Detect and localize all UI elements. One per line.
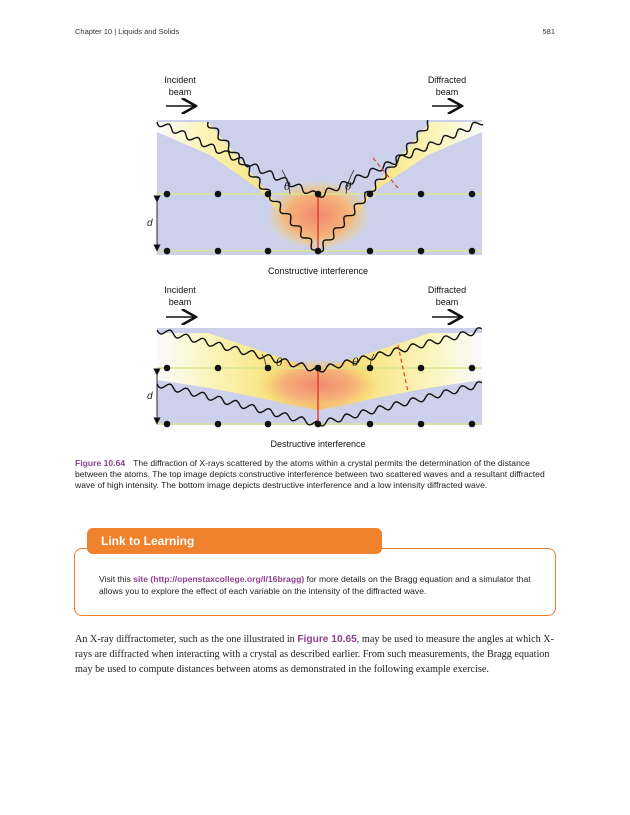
figure-caption xyxy=(75,458,557,491)
theta-label-right: θ xyxy=(352,356,359,369)
body-text-after: , may be used to measure the angles at which X-rays are diffracted when interacting with a crystal as described earlier. From such measurements, the Bragg equation may be used to compute distances between atoms as demonstrated in the following example exercise. xyxy=(75,634,554,675)
atom xyxy=(367,248,374,255)
atom xyxy=(469,365,476,372)
diffracted-beam-label-line2: beam xyxy=(435,87,459,97)
figure-number: Figure 10.64 xyxy=(75,458,126,468)
link-to-learning-text xyxy=(99,573,539,597)
atom xyxy=(469,421,476,428)
ltl-text-before: Visit this xyxy=(99,574,134,584)
figure-10-65-link[interactable]: Figure 10.65 xyxy=(297,634,357,645)
atom xyxy=(215,191,222,198)
atom xyxy=(418,421,425,428)
atom xyxy=(315,421,322,428)
atom xyxy=(469,248,476,255)
bragg-simulator-link[interactable]: site (http://openstaxcollege.org/l/16bragg) xyxy=(133,574,305,584)
diffracted-beam-label-line1: Diffracted xyxy=(427,75,467,85)
body-paragraph xyxy=(75,632,557,677)
atom xyxy=(164,191,171,198)
atom xyxy=(215,365,222,372)
theta-label-right: θ xyxy=(345,180,352,193)
atom xyxy=(265,248,272,255)
atom xyxy=(367,365,374,372)
diffracted-beam-label-line1: Diffracted xyxy=(427,285,467,295)
incident-beam-label-line2: beam xyxy=(168,297,192,307)
incident-beam-label-line1: Incident xyxy=(164,285,196,295)
figure-title-constructive: Constructive interference xyxy=(267,266,369,276)
atom xyxy=(315,191,322,198)
atom xyxy=(367,191,374,198)
atom xyxy=(265,421,272,428)
atom xyxy=(418,191,425,198)
diffracted-beam-label-line2: beam xyxy=(435,297,459,307)
atom xyxy=(469,191,476,198)
atom xyxy=(164,365,171,372)
atom xyxy=(418,365,425,372)
atom xyxy=(315,365,322,372)
body-text-before: An X-ray diffractometer, such as the one illustrated in xyxy=(75,634,298,645)
atom xyxy=(164,248,171,255)
figure-destructive-interference xyxy=(0,280,630,455)
ltl-text-after: for more details on the Bragg equation and a simulator that allows you to explore the effect of each variable on the intensity of the diffracted wave. xyxy=(99,574,531,596)
page-number: 581 xyxy=(542,27,555,36)
theta-label-left: θ xyxy=(276,356,283,369)
figure-constructive-interference xyxy=(0,70,630,280)
incident-beam-label-line1: Incident xyxy=(164,75,196,85)
atom xyxy=(265,191,272,198)
atom xyxy=(315,248,322,255)
theta-label-left: θ xyxy=(284,180,291,193)
link-to-learning-title: Link to Learning xyxy=(87,528,382,554)
figure-title-destructive: Destructive interference xyxy=(270,439,366,449)
atom xyxy=(164,421,171,428)
atom xyxy=(265,365,272,372)
atom xyxy=(367,421,374,428)
spacing-d-label: d xyxy=(147,218,153,229)
incident-beam-label-line2: beam xyxy=(168,87,192,97)
atom xyxy=(418,248,425,255)
atom xyxy=(215,248,222,255)
atom xyxy=(215,421,222,428)
running-header-chapter: Chapter 10 | Liquids and Solids xyxy=(75,27,180,36)
spacing-d-label: d xyxy=(147,391,153,402)
caption-text: The diffraction of X-rays scattered by the atoms within a crystal permits the determination of the distance between the atoms. The top image depicts constructive interference between two scattered waves and a resultant diffracted wave of high intensity. The bottom image depicts destructive interference and a low intensity diffracted wave. xyxy=(75,458,545,490)
